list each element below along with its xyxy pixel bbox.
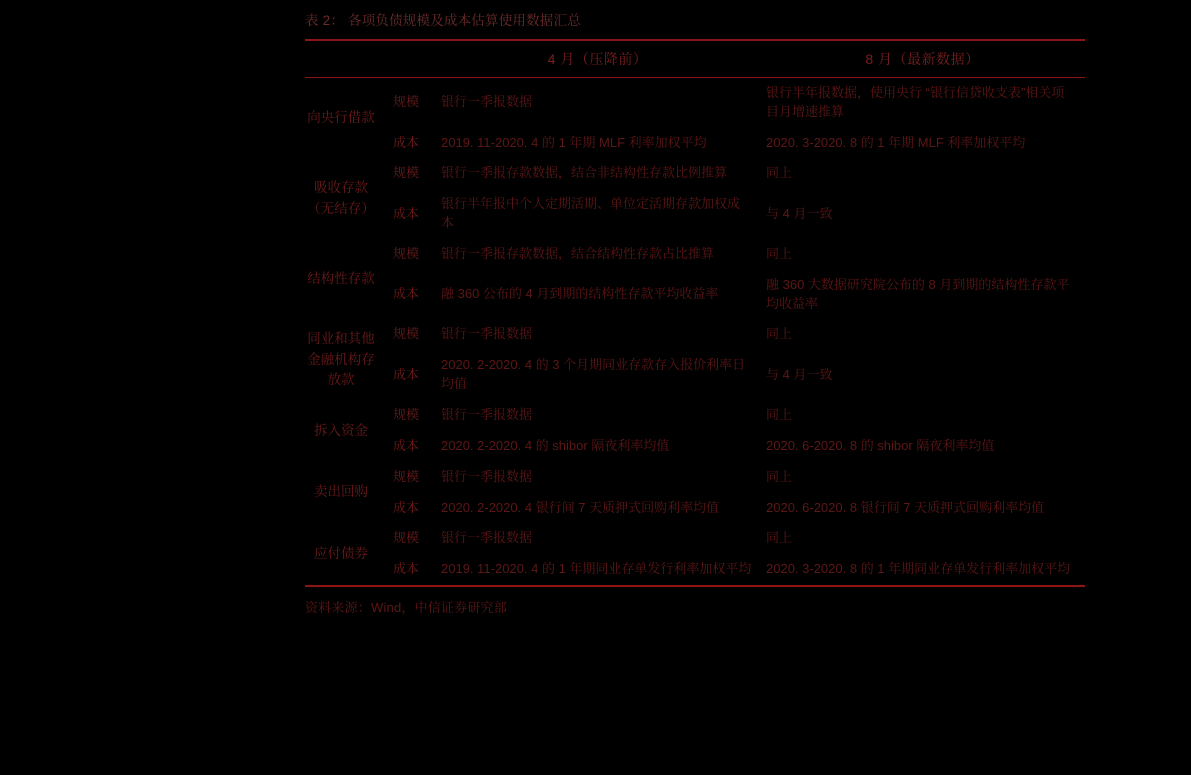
- table-row: [305, 158, 1085, 189]
- kind-cost: 成本: [392, 134, 419, 150]
- cell-april-scale: 银行一季报存款数据，结合非结构性存款比例推算: [441, 165, 728, 181]
- table-row: [305, 462, 1085, 493]
- cell-april-scale: 银行一季报存款数据，结合结构性存款占比推算: [441, 245, 715, 261]
- cell-april-cost: 融 360 公布的 4 月到期的结构性存款平均收益率: [441, 286, 719, 302]
- kind-cost: 成本: [392, 437, 419, 453]
- table-row: [305, 319, 1085, 350]
- cell-august-cost: 融 360 大数据研究院公布的 8 月到期的结构性存款平均收益率: [766, 276, 1070, 311]
- row-label-interbank-deposits: 同业和其他金融机构存放款: [307, 331, 375, 387]
- table-caption: 表 2： 各项负债规模及成本估算使用数据汇总: [305, 13, 581, 28]
- kind-scale: 规模: [392, 407, 419, 423]
- cell-august-scale: 同上: [766, 530, 793, 546]
- cell-april-scale: 银行一季报数据: [441, 530, 533, 546]
- table-row: [305, 77, 1085, 127]
- cell-april-cost: 银行半年报中个人定期活期、单位定活期存款加权成本: [441, 196, 741, 231]
- cell-april-scale: 银行一季报数据: [441, 326, 533, 342]
- row-label-structured-deposits: 结构性存款: [307, 271, 375, 287]
- header-blank-label: [305, 40, 377, 78]
- table-row: [305, 554, 1085, 585]
- kind-scale: 规模: [392, 245, 419, 261]
- row-label-deposits-nonstructured: 吸收存款（无结存）: [307, 180, 375, 216]
- table-row: [305, 239, 1085, 270]
- row-label-repo-sold: 卖出回购: [314, 484, 368, 500]
- cell-august-cost: 与 4 月一致: [766, 366, 833, 382]
- cell-april-cost: 2019. 11-2020. 4 的 1 年期同业存单发行利率加权平均: [441, 561, 752, 577]
- cell-august-cost: 与 4 月一致: [766, 205, 833, 221]
- table-row: [305, 128, 1085, 159]
- table-row: [305, 431, 1085, 462]
- kind-scale: 规模: [392, 165, 419, 181]
- row-label-central-bank-borrowing: 向央行借款: [307, 110, 375, 126]
- kind-scale: 规模: [392, 530, 419, 546]
- header-april: 4 月（压降前）: [435, 40, 760, 78]
- cell-august-cost: 2020. 3-2020. 8 的 1 年期同业存单发行利率加权平均: [766, 561, 1071, 577]
- table-body: [305, 77, 1085, 585]
- source-note: 资料来源：Wind，中信证券研究部: [305, 600, 508, 616]
- table-row: [305, 270, 1085, 320]
- table-row: [305, 493, 1085, 524]
- kind-cost: 成本: [392, 561, 419, 577]
- table-row: [305, 189, 1085, 239]
- document-body: [305, 12, 1085, 616]
- table-row: [305, 523, 1085, 554]
- kind-scale: 规模: [392, 468, 419, 484]
- table-row: [305, 350, 1085, 400]
- cell-august-scale: 同上: [766, 245, 793, 261]
- cell-august-scale: 同上: [766, 468, 793, 484]
- cell-april-cost: 2020. 2-2020. 4 的 3 个月期同业存款存入报价利率日均值: [441, 357, 746, 392]
- kind-scale: 规模: [392, 94, 419, 110]
- kind-scale: 规模: [392, 326, 419, 342]
- kind-cost: 成本: [392, 499, 419, 515]
- kind-cost: 成本: [392, 205, 419, 221]
- cell-april-scale: 银行一季报数据: [441, 407, 533, 423]
- cell-april-cost: 2020. 2-2020. 4 的 shibor 隔夜利率均值: [441, 437, 670, 453]
- cell-august-scale: 同上: [766, 326, 793, 342]
- row-label-bonds-payable: 应付债券: [314, 546, 368, 562]
- cell-august-cost: 2020. 6-2020. 8 银行间 7 天质押式回购利率均值: [766, 499, 1045, 515]
- cell-august-scale: 同上: [766, 165, 793, 181]
- table-header: [305, 40, 1085, 78]
- kind-cost: 成本: [392, 286, 419, 302]
- kind-cost: 成本: [392, 366, 419, 382]
- cell-april-cost: 2019. 11-2020. 4 的 1 年期 MLF 利率加权平均: [441, 134, 707, 150]
- row-label-borrowed-funds: 拆入资金: [314, 422, 368, 438]
- cell-april-scale: 银行一季报数据: [441, 468, 533, 484]
- header-blank-kind: [377, 40, 435, 78]
- cell-august-scale: 银行半年报数据，使用央行 “银行信贷收支表”相关项目月增速推算: [766, 84, 1065, 119]
- table-row: [305, 400, 1085, 431]
- cell-august-scale: 同上: [766, 407, 793, 423]
- summary-table: [305, 39, 1085, 585]
- cell-april-cost: 2020. 2-2020. 4 银行间 7 天质押式回购利率均值: [441, 499, 720, 515]
- table-header-row: [305, 40, 1085, 78]
- cell-august-cost: 2020. 6-2020. 8 的 shibor 隔夜利率均值: [766, 437, 995, 453]
- cell-april-scale: 银行一季报数据: [441, 94, 533, 110]
- header-august: 8 月（最新数据）: [760, 40, 1085, 78]
- cell-august-cost: 2020. 3-2020. 8 的 1 年期 MLF 利率加权平均: [766, 134, 1026, 150]
